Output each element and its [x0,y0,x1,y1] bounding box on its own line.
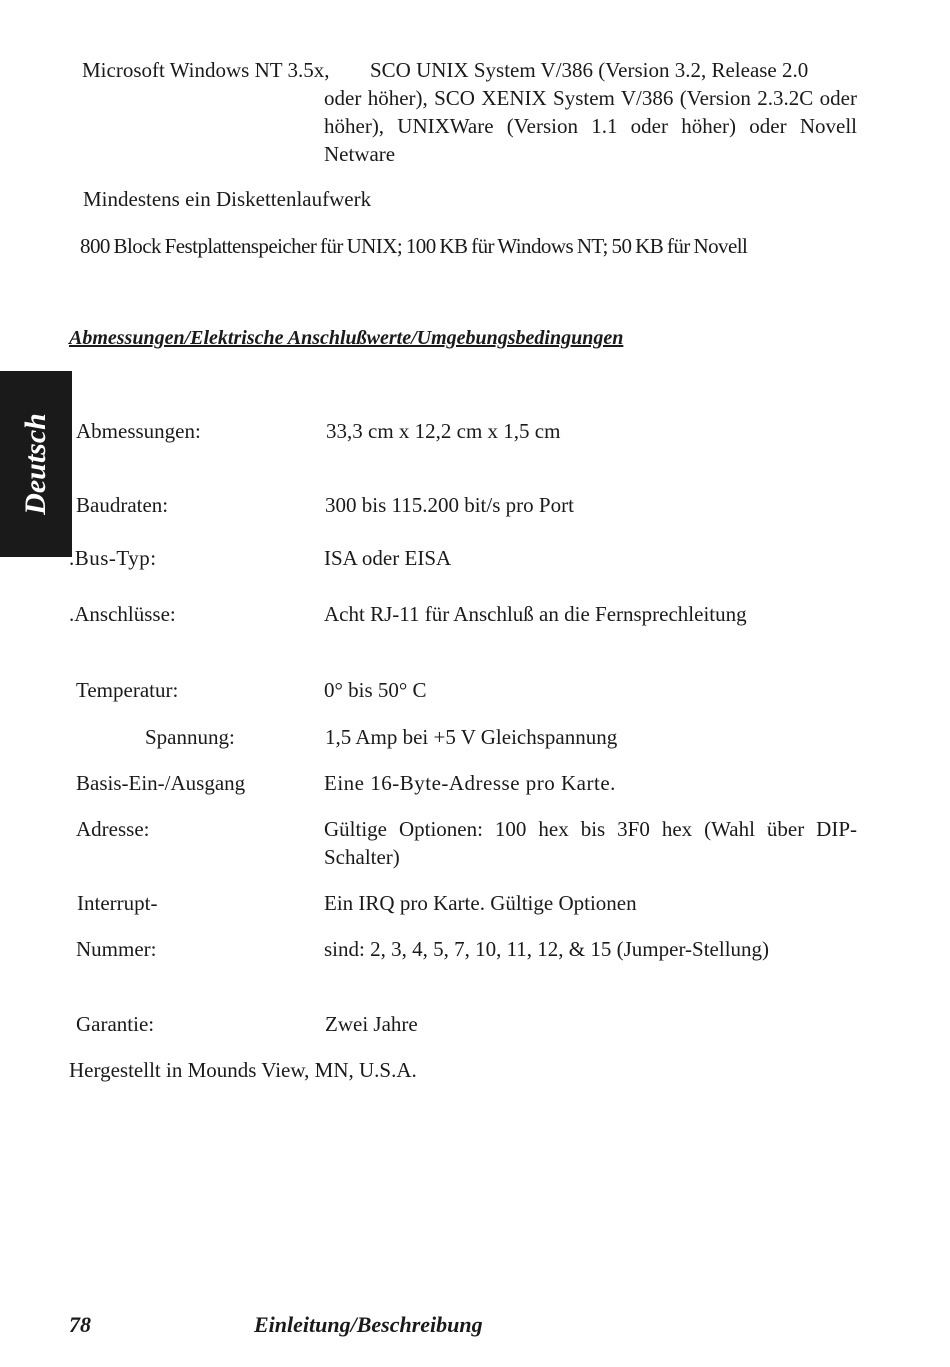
page-number: 78 [69,1312,91,1337]
side-tab-label: Deutsch [19,413,52,515]
spec-label-connectors: .Anschlüsse: [69,602,176,626]
spec-value-warranty: Zwei Jahre [325,1012,418,1036]
spec-value-baud: 300 bis 115.200 bit/s pro Port [325,493,574,517]
spec-label-address: Adresse: [76,817,150,841]
spec-label-number: Nummer: [76,937,157,961]
spec-label-temperature: Temperatur: [76,678,179,702]
spec-value-dimensions: 33,3 cm x 12,2 cm x 1,5 cm [326,419,561,443]
spec-label-bus: .Bus-Typ: [69,546,157,570]
disk-space-requirement: 800 Block Festplattenspeicher für UNIX; 100 KB für Windows NT; 50 KB für Novell [80,234,748,258]
spec-label-dimensions: Abmessungen: [76,419,201,443]
spec-value-address: Gültige Optionen: 100 hex bis 3F0 hex (Wahl über DIP-Schalter) [324,817,857,869]
spec-value-connectors: Acht RJ-11 für Anschluß an die Fernsprechleitung [324,602,747,626]
spec-label-interrupt: Interrupt- [77,891,158,915]
spec-value-interrupt: Ein IRQ pro Karte. Gültige Optionen [324,891,637,915]
spec-label-voltage: Spannung: [145,725,235,749]
spec-value-number: sind: 2, 3, 4, 5, 7, 10, 11, 12, & 15 (Jumper-Stellung) [324,937,770,961]
section-heading: Abmessungen/Elektrische Anschlußwerte/Umgebungsbedingungen [69,327,624,349]
spec-value-voltage: 1,5 Amp bei +5 V Gleichspannung [325,725,618,749]
os-label: Microsoft Windows NT 3.5x, [82,58,330,82]
spec-label-baud: Baudraten: [76,493,169,517]
spec-label-warranty: Garantie: [76,1012,155,1036]
spec-value-base-io: Eine 16-Byte-Adresse pro Karte. [324,771,616,795]
made-in-statement: Hergestellt in Mounds View, MN, U.S.A. [69,1058,417,1082]
spec-value-temperature: 0° bis 50° C [324,678,427,702]
spec-label-base-io: Basis-Ein-/Ausgang [76,771,246,795]
footer-title: Einleitung/Beschreibung [254,1312,483,1337]
os-continuation: oder höher), SCO XENIX System V/386 (Version 2.3.2C oder höher), UNIXWare (Version 1.1 oder höher) oder Novell Netware [324,86,857,166]
spec-value-bus: ISA oder EISA [324,546,452,570]
os-first-line: SCO UNIX System V/386 (Version 3.2, Release 2.0 [370,58,809,82]
side-tab [0,371,72,557]
diskette-requirement: Mindestens ein Diskettenlaufwerk [83,187,372,211]
